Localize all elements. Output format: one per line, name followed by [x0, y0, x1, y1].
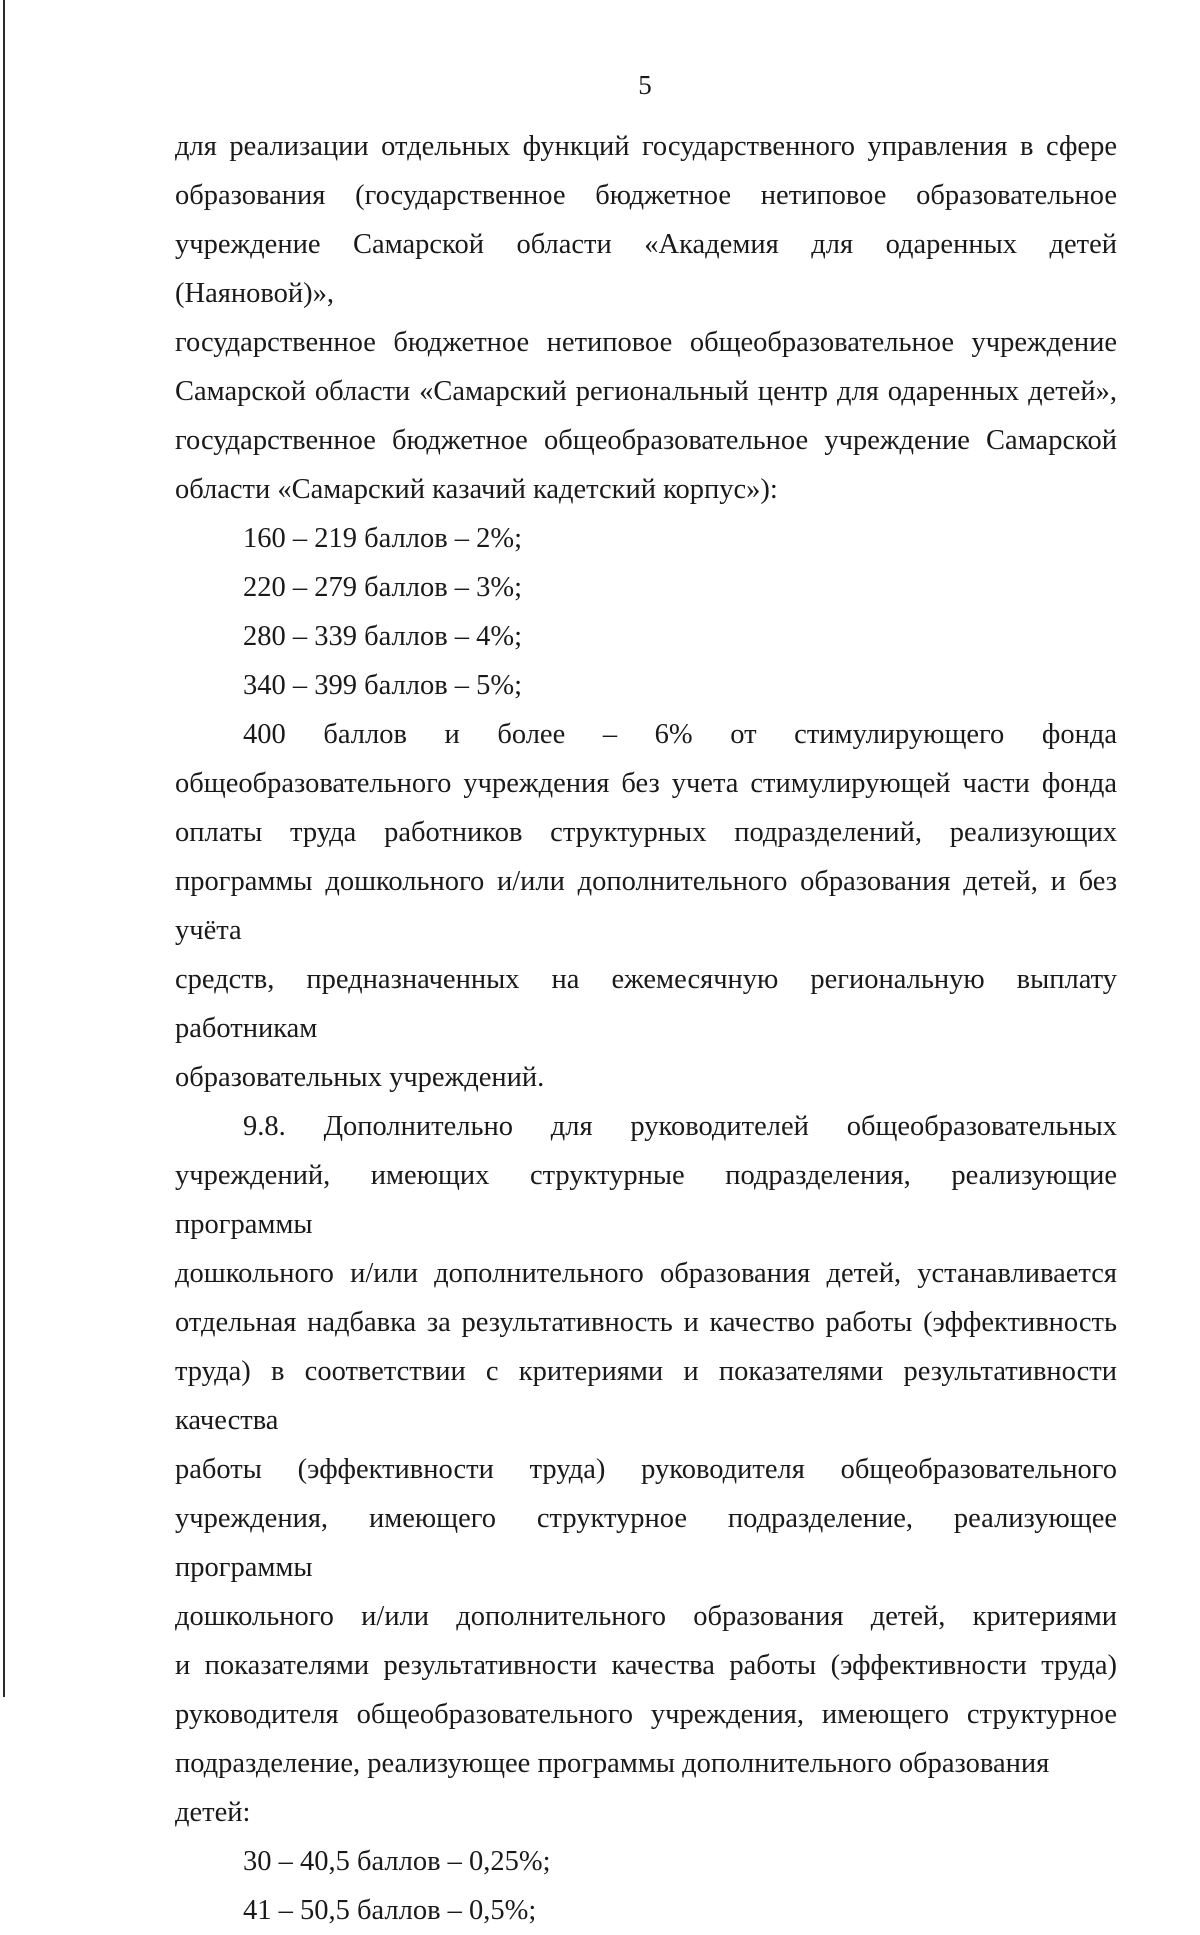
- score-scale-item: 280 – 339 баллов – 4%;: [243, 621, 523, 652]
- score-scale-item: 160 – 219 баллов – 2%;: [243, 523, 523, 554]
- paragraph-criteria-intro: [175, 122, 1117, 514]
- text-line: средств, предназначенных на ежемесячную региональную выплату работникам: [175, 964, 1117, 1044]
- text-line: оплаты труда работников структурных подразделений, реализующих: [175, 817, 1117, 848]
- text-line: и показателями результативности качества работы (эффективности труда): [175, 1650, 1117, 1681]
- text-line: общеобразовательного учреждения без учета стимулирующей части фонда: [175, 768, 1117, 799]
- text-line: труда) в соответствии с критериями и показателями результативности качества: [175, 1356, 1117, 1436]
- text-line: работы (эффективности труда) руководителя общеобразовательного: [175, 1454, 1117, 1485]
- text-line: учреждение Самарской области «Академия для одаренных детей (Наяновой)»,: [175, 229, 1117, 309]
- text-line: образовательных учреждений.: [175, 1062, 545, 1093]
- text-line: учреждений, имеющих структурные подразделения, реализующие программы: [175, 1160, 1117, 1240]
- score-scale-list: [175, 514, 1117, 710]
- score-scale-item: 220 – 279 баллов – 3%;: [243, 572, 523, 603]
- document-body: [175, 122, 1117, 1935]
- text-line: государственное бюджетное нетиповое общеобразовательное учреждение: [175, 327, 1117, 358]
- text-line: Самарской области «Самарский региональный центр для одаренных детей»,: [175, 376, 1117, 407]
- text-line: учреждения, имеющего структурное подразделение, реализующее программы: [175, 1503, 1117, 1583]
- text-line: дошкольного и/или дополнительного образования детей, критериями: [175, 1601, 1117, 1632]
- text-line: для реализации отдельных функций государственного управления в сфере: [175, 131, 1117, 162]
- text-line: 9.8. Дополнительно для руководителей общеобразовательных: [243, 1111, 1117, 1142]
- text-line: отдельная надбавка за результативность и качество работы (эффективность: [175, 1307, 1117, 1338]
- paragraph-9-8: [175, 1102, 1117, 1837]
- text-line: образования (государственное бюджетное нетиповое образовательное: [175, 180, 1117, 211]
- score-scale-list-2: [175, 1837, 1117, 1935]
- text-line: подразделение, реализующее программы дополнительного образования детей:: [175, 1748, 1050, 1828]
- text-line: руководителя общеобразовательного учреждения, имеющего структурное: [175, 1699, 1117, 1730]
- page-number: 5: [638, 70, 652, 100]
- scan-edge-line: [3, 0, 5, 1697]
- score-scale-item: 41 – 50,5 баллов – 0,5%;: [243, 1895, 537, 1926]
- text-line: программы дошкольного и/или дополнительного образования детей, и без учёта: [175, 866, 1117, 946]
- text-line: области «Самарский казачий кадетский корпус»):: [175, 474, 778, 505]
- text-line: 400 баллов и более – 6% от стимулирующего фонда: [243, 719, 1117, 750]
- score-scale-item: 340 – 399 баллов – 5%;: [243, 670, 523, 701]
- text-line: дошкольного и/или дополнительного образования детей, устанавливается: [175, 1258, 1117, 1289]
- text-line: государственное бюджетное общеобразовательное учреждение Самарской: [175, 425, 1117, 456]
- score-scale-item: 30 – 40,5 баллов – 0,25%;: [243, 1846, 551, 1877]
- paragraph-top-score: [175, 710, 1117, 1102]
